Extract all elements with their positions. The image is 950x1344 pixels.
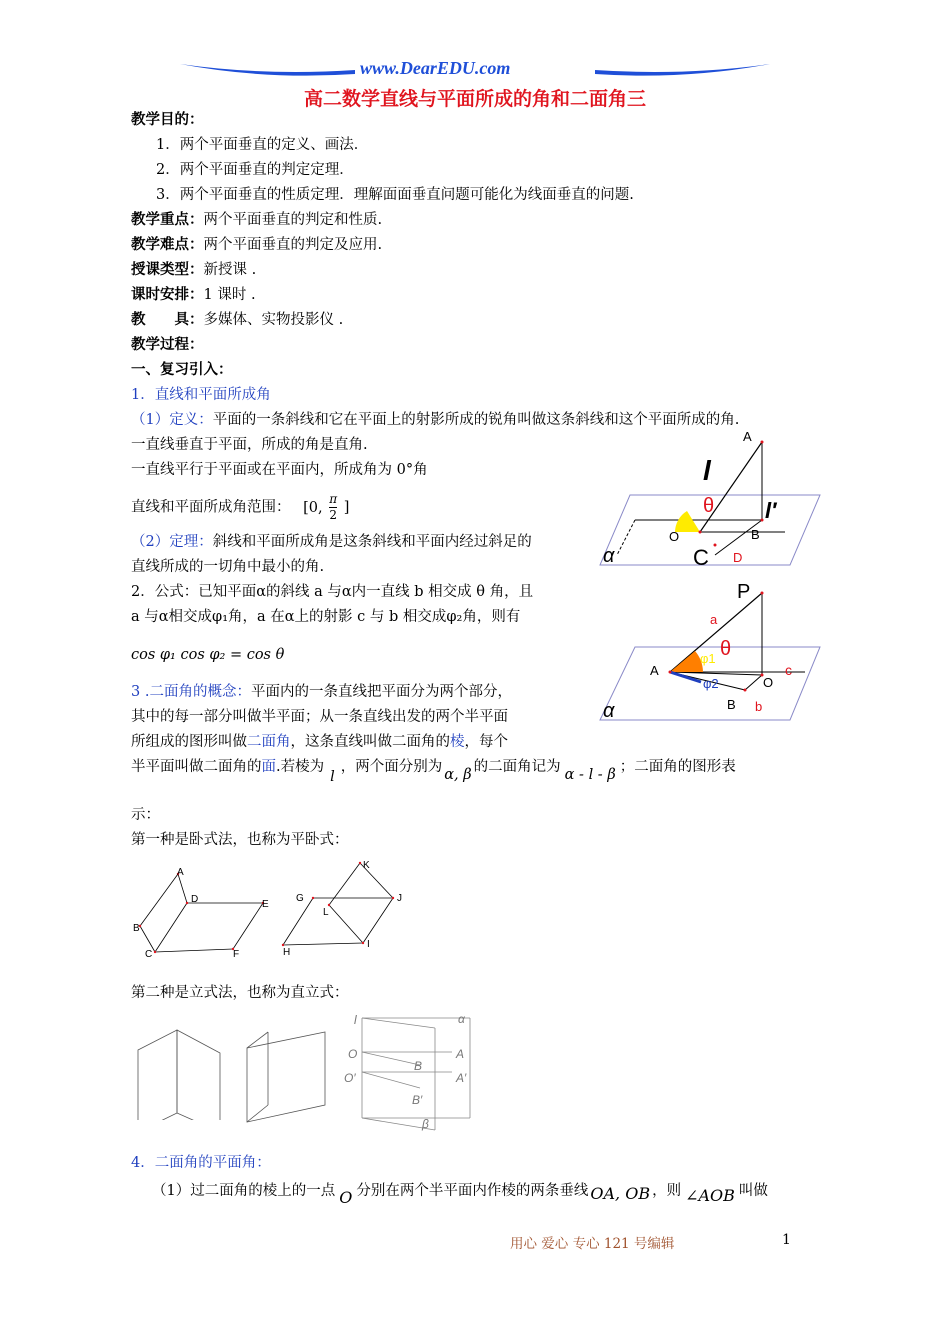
fig2-label-O: O <box>763 675 774 690</box>
s1-definition: （1）定义：平面的一条斜线和它在平面上的射影所成的锐角叫做这条斜线和这个平面所成的角. <box>131 412 740 428</box>
fig6-label-alpha: α <box>458 1012 465 1026</box>
fig2-label-B: B <box>727 697 736 712</box>
meta-tools: 教 具：多媒体、实物投影仪 . <box>131 311 344 328</box>
fig4-label-I: I <box>367 939 370 950</box>
site-logo: www.DearEDU.com <box>360 58 511 78</box>
meta-difficulties: 教学难点：两个平面垂直的判定及应用. <box>131 236 383 253</box>
fig6-label-A: A <box>456 1047 465 1061</box>
figure-cos-formula <box>595 575 830 725</box>
section-review: 一、复习引入： <box>131 361 233 378</box>
fig6-label-l: l <box>354 1013 357 1027</box>
figure-flat-dihedral-1 <box>130 860 275 960</box>
s3-type2: 第二种是立式法，也称为直立式： <box>131 985 349 1001</box>
s3-line3: 所组成的图形叫做二面角，这条直线叫做二面角的棱，每个 <box>131 734 508 750</box>
s4-line1: （1）过二面角的棱上的一点 O 分别在两个半平面内作棱的两条垂线 OA, OB ，则 ∠AOB 叫做 <box>152 1183 768 1207</box>
fig1-label-l: l <box>703 455 711 486</box>
fig6-label-beta: β <box>422 1117 429 1131</box>
figure-upright-dihedral-2 <box>240 1020 335 1130</box>
fig4-label-H: H <box>283 947 291 958</box>
s3-line5: 示： <box>131 807 160 823</box>
fig2-label-b: b <box>755 699 763 714</box>
footer-text: 用心 爱心 专心 121 号编辑 <box>510 1236 675 1252</box>
fig3-label-C: C <box>145 949 153 960</box>
objective-item: 1．两个平面垂直的定义、画法． <box>156 137 369 153</box>
fig6-label-Bprime: B′ <box>412 1093 423 1107</box>
fig1-label-O: O <box>669 529 680 544</box>
s1-range: 直线和平面所成角范围： [0, $\frac{\pi}{2}$ ] <box>131 492 350 522</box>
fig3-label-A: A <box>177 867 184 878</box>
fig6-label-B: B <box>414 1059 423 1073</box>
fig4-label-G: G <box>296 893 304 904</box>
s4-heading: 4．二面角的平面角： <box>131 1155 271 1171</box>
fig3-label-E: E <box>262 899 269 910</box>
fig2-label-phi2: φ2 <box>703 676 719 691</box>
s2-line2: a 与α相交成φ₁角，a 在α上的射影 c 与 b 相交成φ₂角，则有 <box>131 609 521 625</box>
figure-flat-dihedral-2 <box>275 855 415 960</box>
fig3-label-D: D <box>191 894 199 905</box>
fig1-label-theta: θ <box>703 495 715 517</box>
meta-schedule: 课时安排：1 课时 . <box>131 286 256 303</box>
fig2-label-A: A <box>650 663 659 678</box>
s2-line1: 2．公式：已知平面α的斜线 a 与α内一直线 b 相交成 θ 角，且 <box>131 584 534 600</box>
fig1-label-C: C <box>693 545 709 570</box>
fig2-label-theta: θ <box>720 638 732 660</box>
fig2-label-phi1: φ1 <box>700 651 716 666</box>
objectives-label: 教学目的： <box>131 111 204 128</box>
fig6-label-Oprime: O′ <box>344 1071 356 1085</box>
fig1-label-B: B <box>751 527 760 542</box>
fig2-label-c: c <box>785 662 792 678</box>
page-number: 1 <box>782 1232 791 1248</box>
figure-upright-dihedral-1 <box>130 1020 230 1120</box>
s1-theorem-cont: 直线所成的一切角中最小的角. <box>131 559 325 575</box>
fig4-label-K: K <box>363 860 370 871</box>
fig1-label-D: D <box>733 550 743 565</box>
objective-item: 2．两个平面垂直的判定定理． <box>156 162 354 178</box>
s3-line1: 3 .二面角的概念：平面内的一条直线把平面分为两个部分， <box>131 684 512 700</box>
fig2-label-P: P <box>737 581 751 603</box>
s1-perp: 一直线垂直于平面，所成的角是直角. <box>131 437 368 453</box>
fig3-label-F: F <box>233 949 240 960</box>
meta-class-type: 授课类型：新授课 . <box>131 261 257 278</box>
meta-key-points: 教学重点：两个平面垂直的判定和性质. <box>131 211 383 228</box>
figure-line-plane-angle <box>595 425 830 575</box>
page-title: 高二数学直线与平面所成的角和二面角三 <box>303 88 646 110</box>
fig4-label-J: J <box>397 893 402 904</box>
fig4-label-L: L <box>323 907 329 918</box>
fig1-label-alpha: α <box>603 545 615 567</box>
s3-line4: 半平面叫做二面角的面.若棱为l，两个面分别为 α, β 的二面角记为 α - l - β ；二面角的图形表 <box>131 759 736 785</box>
s2-formula: cos φ₁ cos φ₂ = cos θ <box>131 647 285 663</box>
fig2-label-alpha: α <box>603 700 615 722</box>
s3-type1: 第一种是卧式法，也称为平卧式： <box>131 832 349 848</box>
s1-theorem: （2）定理：斜线和平面所成角是这条斜线和平面内经过斜足的 <box>131 534 532 550</box>
figure-plane-angle <box>340 1010 475 1140</box>
fig1-label-A: A <box>743 429 752 444</box>
s1-heading: 1．直线和平面所成角 <box>131 387 271 403</box>
s3-line2: 其中的每一部分叫做半平面；从一条直线出发的两个半平面 <box>131 709 508 725</box>
fig3-label-B: B <box>133 923 140 934</box>
objective-item: 3．两个平面垂直的性质定理．理解面面垂直问题可能化为线面垂直的问题. <box>156 187 634 203</box>
fig6-label-O: O <box>348 1047 358 1061</box>
fig2-label-a: a <box>710 612 718 627</box>
fig6-label-Aprime: A′ <box>456 1071 467 1085</box>
fig1-label-lprime: l′ <box>765 498 777 523</box>
process-label: 教学过程： <box>131 336 204 353</box>
s1-parallel: 一直线平行于平面或在平面内，所成角为 0°角 <box>131 462 428 478</box>
